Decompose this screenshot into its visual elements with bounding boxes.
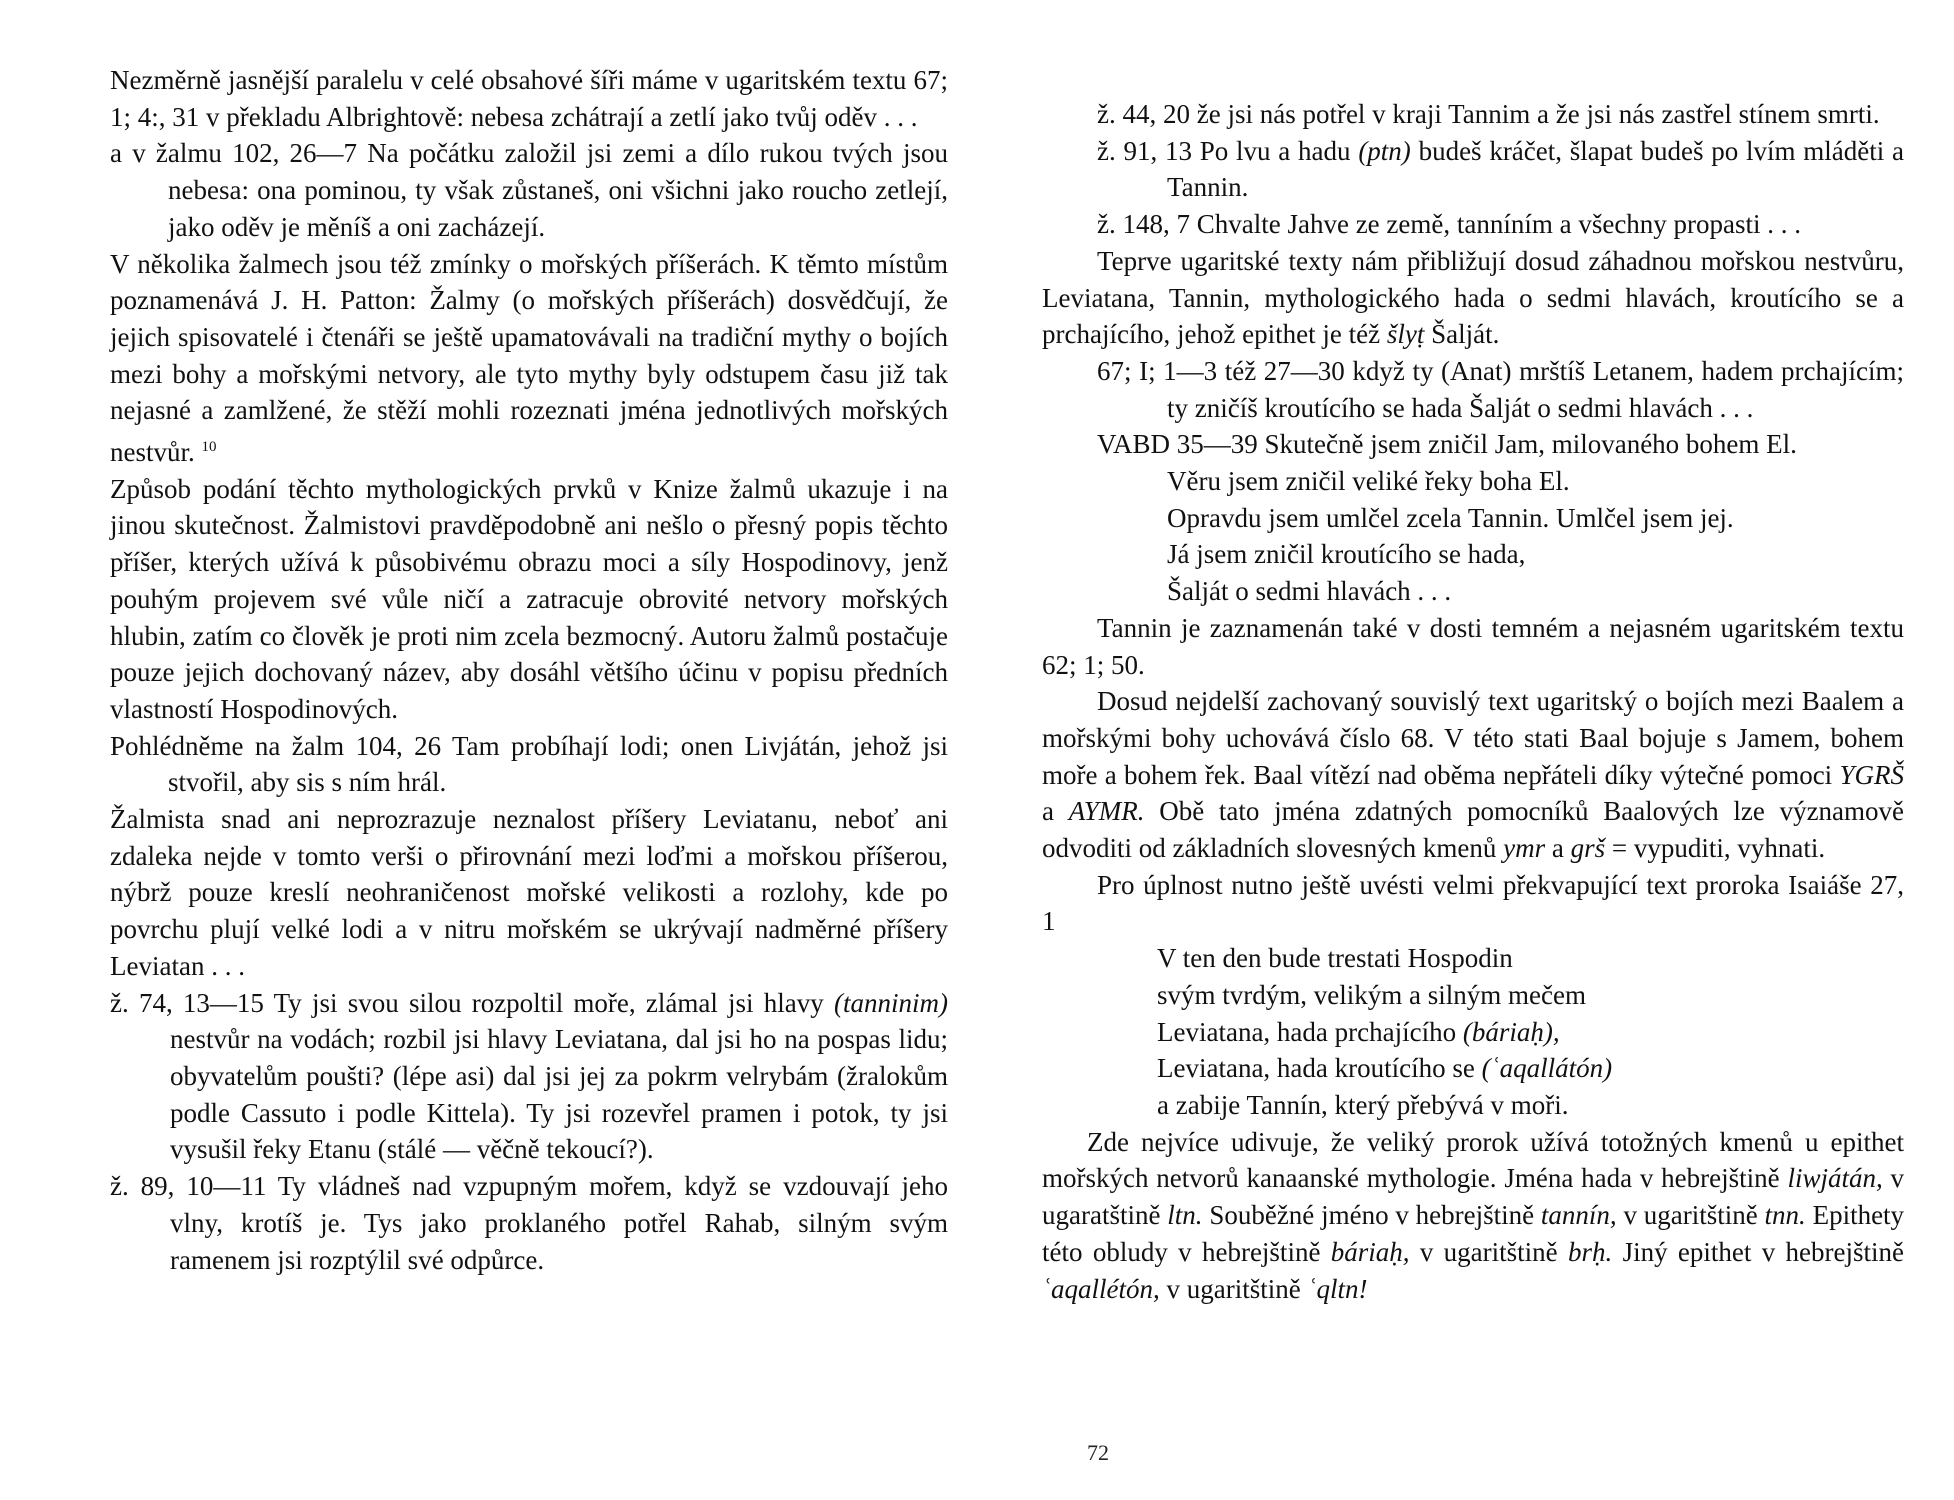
quote-text: ž. 148, 7 Chvalte Jahve ze země, tanníním a všechny propasti . . . <box>1097 209 1802 240</box>
quote-44 <box>1042 96 1904 133</box>
paragraph <box>110 62 948 135</box>
paragraph-text: v ugaritštině <box>1166 1273 1301 1304</box>
paragraph <box>1042 683 1904 867</box>
paragraph-text: a <box>1551 833 1564 864</box>
verse-text: V ten den bude trestati Hospodin <box>1157 943 1513 974</box>
verse-line <box>1042 536 1904 573</box>
verse-text: Šalját o sedmi hlavách . . . <box>1167 576 1452 607</box>
verse-text: Já jsem zničil kroutícího se hada, <box>1167 539 1526 570</box>
paragraph-italic: brḥ. <box>1568 1236 1613 1267</box>
quote-text: budeš kráčet, šlapat budeš po lvím mláděti a Tannin. <box>1167 135 1905 203</box>
quote-vabd <box>1042 426 1904 463</box>
page-number: 72 <box>1087 1440 1109 1465</box>
paragraph <box>1042 1124 1904 1308</box>
verse-line <box>1042 940 1904 977</box>
paragraph <box>1042 610 1904 683</box>
verse-text: Věru jsem zničil veliké řeky boha El. <box>1167 466 1570 497</box>
paragraph-italic: YGRŠ <box>1839 759 1904 790</box>
paragraph-text: Epithety této obludy v hebrejštině <box>1042 1200 1905 1267</box>
paragraph-text: Tannin je zaznamenán také v dosti temném a nejasném ugaritském textu 62; 1; 50. <box>1042 612 1904 680</box>
paragraph-text: V několika žalmech jsou též zmínky o mořských příšerách. K těmto místům poznamenává J. H. Patton: Žalmy (o mořských příšerách) dosvědčují, že jejich spisovatelé i čtenáři se ještě upamatovávali na tradiční mythy o bojích mezi bohy a mořskými netvory, ale tyto mythy byly odstupem času již tak nejasné a zamlžené, že stěží mohli rozeznati jména jednotlivých mořských nestvůr. <box>110 248 948 468</box>
paragraph-italic: grš <box>1570 833 1606 864</box>
paragraph <box>110 135 948 245</box>
quote-74 <box>110 985 948 1169</box>
paragraph-text: Způsob podání těchto mythologických prvků v Knize žalmů ukazuje i na jinou skutečnost. Žalmistovi pravděpodobně ani nešlo o přesný popis těchto příšer, kterých užívá k působivému obrazu moci a síly Hospodinovy, jenž pouhým projevem své vůle ničí a zatracuje obrovité netvory mořských hlubin, zatím co člověk je proti nim zcela bezmocný. Autoru žalmů postačuje pouze jejich dochovaný název, aby dosáhl většího účinu v popisu předních vlastností Hospodinových. <box>110 473 948 724</box>
paragraph-italic: AYMR. <box>1068 796 1145 827</box>
paragraph-text: Souběžné jméno v hebrejštině <box>1209 1200 1535 1231</box>
verse-text: Leviatana, hada kroutícího se <box>1157 1053 1475 1084</box>
verse-text: svým tvrdým, velikým a silným mečem <box>1157 979 1586 1010</box>
paragraph-italic: báriaḥ, <box>1330 1236 1410 1267</box>
paragraph-italic: tannín, <box>1540 1200 1617 1231</box>
paragraph-text: Žalmista snad ani neprozrazuje neznalost příšery Leviatanu, neboť ani zdaleka nejde v tomto verši o přirovnání mezi loďmi a mořskou příšerou, nýbrž pouze kreslí neohraničenost mořské velikosti a rozlohy, kde po povrchu plují velké lodi a v nitru mořském se ukrývají nadměrné příšery Leviatan . . . <box>110 804 948 981</box>
paragraph-italic: šlyṭ <box>1386 319 1425 350</box>
verse-italic: (ʿaqallátón) <box>1481 1053 1613 1084</box>
paragraph-text: v ugaratštině <box>1042 1163 1905 1231</box>
paragraph <box>110 246 948 471</box>
quote-italic: (ptn) <box>1358 135 1411 166</box>
quote-text: ž. 74, 13—15 Ty jsi svou silou rozpoltil moře, zlámal jsi hlavy <box>110 987 824 1018</box>
paragraph-italic: ʿaqallétón, <box>1042 1273 1160 1304</box>
paragraph-text: Nezměrně jasnější paralelu v celé obsahové šíři máme v ugaritském textu 67; 1; 4:, 31 v překladu Albrightově: nebesa zchátrají a zetlí jako tvůj oděv . . . <box>110 65 948 132</box>
quote-148 <box>1042 206 1904 243</box>
verse-line <box>1042 500 1904 537</box>
verse-text: a zabije Tannín, který přebývá v moři. <box>1157 1089 1569 1120</box>
verse-line <box>1042 1087 1904 1124</box>
quote-italic: (tanninim) <box>834 987 949 1018</box>
quote-text: VABD 35—39 Skutečně jsem zničil Jam, milovaného bohem El. <box>1097 429 1797 460</box>
paragraph-italic: ʿqltn! <box>1307 1273 1368 1304</box>
paragraph-text: = vypuditi, vyhnati. <box>1611 833 1826 864</box>
left-text-column <box>110 62 948 1278</box>
paragraph <box>110 801 948 985</box>
paragraph <box>1042 243 1904 353</box>
quote-text: nestvůr na vodách; rozbil jsi hlavy Leviatana, dal jsi ho na pospas lidu; obyvatelům poušti? (lépe asi) dal jsi jej za pokrm velrybám (žralokům podle Cassuto i podle Kittela). Ty jsi rozevřel pramen i potok, ty jsi vysušil řeky Etanu (stálé — věčně tekoucí?). <box>170 1024 948 1165</box>
quote-text: ž. 91, 13 Po lvu a hadu <box>1097 135 1351 166</box>
paragraph-text: a v žalmu 102, 26—7 Na počátku založil jsi zemi a dílo rukou tvých jsou nebesa: ona pominou, ty však zůstaneš, oni všichni jako roucho zetlejí, jako oděv je měníš a oni zacházejí. <box>110 138 948 242</box>
quote-91 <box>1042 133 1904 206</box>
verse-text: Leviatana, hada prchajícího <box>1157 1016 1457 1047</box>
verse-line <box>1042 1050 1904 1087</box>
quote-text: 67; I; 1—3 též 27—30 když ty (Anat) mrštíš Letanem, hadem prchajícím; ty zničíš kroutícího se hada Šalját o sedmi hlavách . . . <box>1097 355 1904 423</box>
verse-italic: (báriaḥ), <box>1462 1016 1560 1047</box>
quote-67 <box>1042 353 1904 426</box>
paragraph-italic: ymr <box>1503 833 1546 864</box>
verse-line <box>1042 573 1904 610</box>
paragraph <box>110 728 948 801</box>
paragraph-text: Pohlédněme na žalm 104, 26 Tam probíhají lodi; onen Livjátán, jehož jsi stvořil, aby sis s ním hrál. <box>110 730 948 798</box>
verse-line <box>1042 977 1904 1014</box>
paragraph-text: Zde nejvíce udivuje, že veliký prorok užívá totožných kmenů u epithet mořských netvorů kanaanské mythologie. Jména hada v hebrejštině <box>1042 1126 1904 1194</box>
paragraph-text: a <box>1042 796 1054 827</box>
verse-text: Opravdu jsem umlčel zcela Tannin. Umlčel jsem jej. <box>1167 502 1734 533</box>
right-text-column <box>1042 96 1904 1307</box>
quote-text: ž. 44, 20 že jsi nás potřel v kraji Tannim a že jsi nás zastřel stínem smrti. <box>1097 99 1880 129</box>
paragraph-text: Dosud nejdelší zachovaný souvislý text ugaritský o bojích mezi Baalem a mořskými bohy uchovává číslo 68. V této stati Baal bojuje s Jamem, bohem moře a bohem řek. Baal vítězí nad oběma nepřáteli díky výtečné pomoci <box>1042 686 1904 790</box>
verse-line <box>1042 463 1904 500</box>
paragraph-text: v ugaritštině <box>1419 1236 1558 1267</box>
paragraph-text: Pro úplnost nutno ještě uvésti velmi překvapující text proroka Isaiáše 27, 1 <box>1042 869 1904 937</box>
paragraph <box>110 471 948 728</box>
paragraph-italic: liwjátán, <box>1787 1163 1883 1194</box>
quote-89 <box>110 1168 948 1278</box>
quote-text: ž. 89, 10—11 Ty vládneš nad vzpupným mořem, když se vzdouvají jeho vlny, krotíš je. Tys jako proklaného potřel Rahab, silným svým ramenem jsi rozptýlil své odpůrce. <box>110 1171 948 1275</box>
paragraph-italic: tnn. <box>1764 1200 1806 1231</box>
paragraph-text: v ugaritštině <box>1623 1200 1758 1231</box>
verse-line <box>1042 1014 1904 1051</box>
paragraph-italic: ltn. <box>1167 1200 1203 1231</box>
paragraph-text: Jiný epithet v hebrejštině <box>1622 1236 1905 1267</box>
paragraph-text: Teprve ugaritské texty nám přibližují dosud záhadnou mořskou nestvůru, Leviatana, Tannin, mythologického hada o sedmi hlavách, kroutícího se a prchajícího, jehož epithet je též <box>1042 245 1904 350</box>
paragraph <box>1042 867 1904 940</box>
footnote-marker: 10 <box>201 439 217 456</box>
paragraph-text: Šalját. <box>1431 319 1500 350</box>
paragraph-text: Obě tato jména zdatných pomocníků Baalových lze významově odvoditi od základních slovesných kmenů <box>1042 796 1905 864</box>
